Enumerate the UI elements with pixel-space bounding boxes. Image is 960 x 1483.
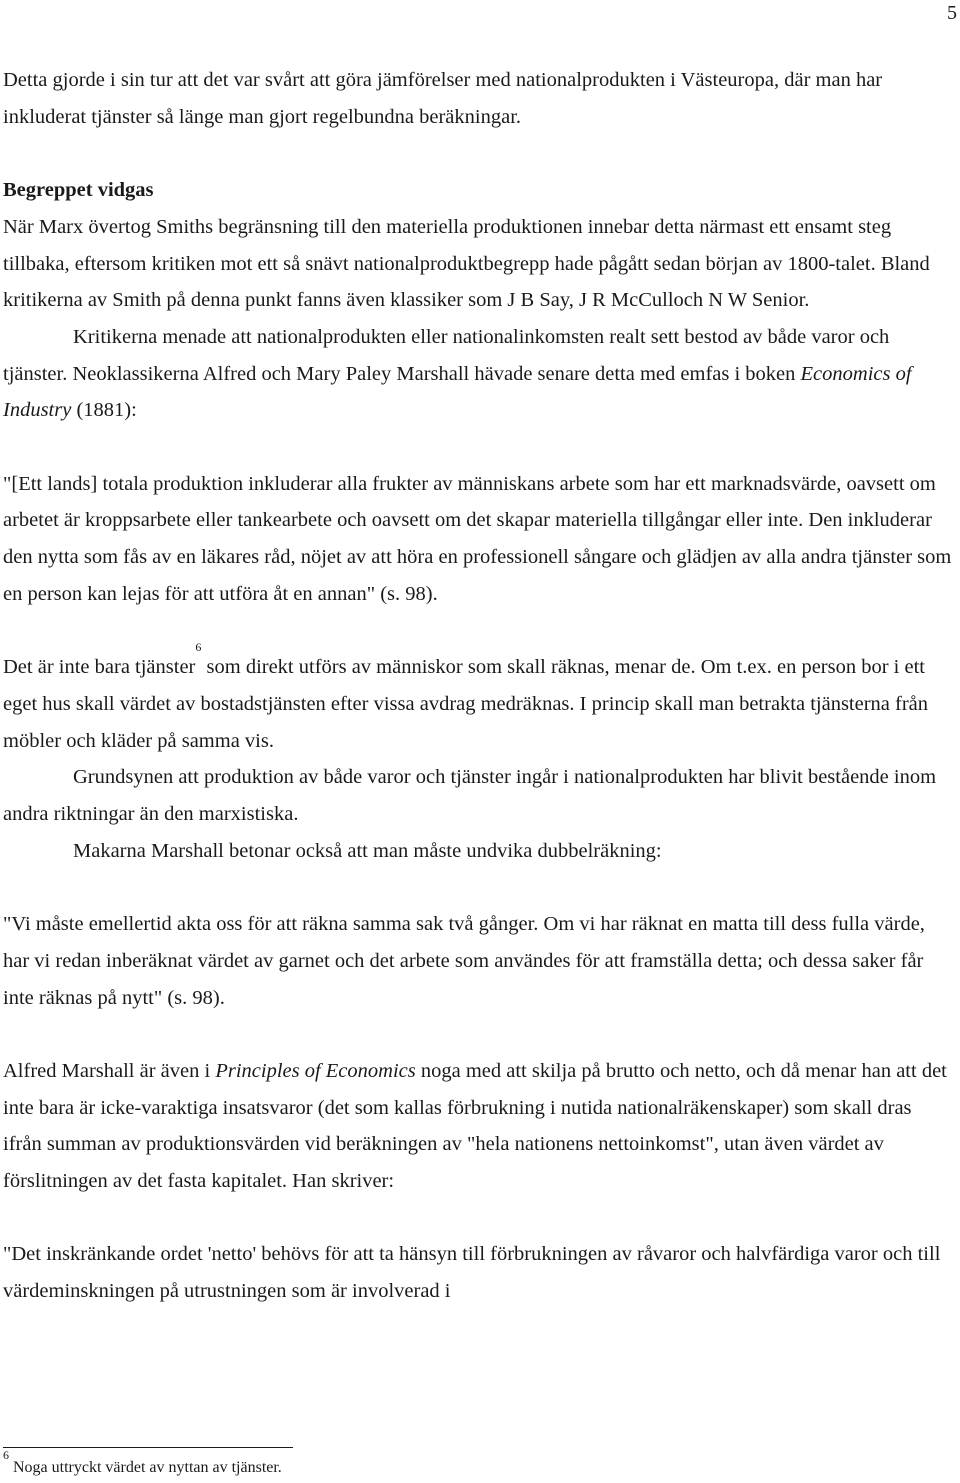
paragraph-critics — [3, 319, 953, 429]
footnote-number: 6 — [3, 1448, 9, 1462]
paragraph-critics-text-b: (1881): — [71, 399, 137, 422]
book-title-economics-of-industry: Economics of Industry — [3, 362, 912, 422]
paragraph-principles-text-b: noga med att skilja på brutto och netto, och då menar han att det inte bara är icke-varaktiga insatsvaror (det som kallas förbrukning i nutida nationalräkenskaper) som skall dras ifrån summan av produktionsvärden vid beräkningen av "hela nationens nettoinkomst", utan även värdet av förslitningen av det fasta kapitalet. Han skriver: — [3, 1059, 947, 1193]
book-title-principles-of-economics: Principles of Economics — [215, 1059, 416, 1082]
document-body — [3, 62, 953, 1310]
paragraph-services-text-b: som direkt utförs av människor som skall räknas, menar de. Om t.ex. en person bor i ett eget hus skall värdet av bostadstjänsten efter vissa avdrag medräknas. I princip skall man betrakta tjänsterna från möbler och kläder på samma vis. — [3, 656, 929, 752]
section-heading: Begreppet vidgas — [3, 179, 154, 202]
paragraph-intro: Detta gjorde i sin tur att det var svårt att göra jämförelser med nationalprodukten i Västeuropa, där man har inkluderat tjänster så länge man gjort regelbundna beräkningar. — [3, 69, 883, 128]
paragraph-services-text-a: Det är inte bara tjänster — [3, 656, 196, 679]
page-number: 5 — [947, 2, 957, 24]
quote-double-counting: "Vi måste emellertid akta oss för att räkna samma sak två gånger. Om vi har räknat en matta till dess fulla värde, har vi redan inberäknat värdet av garnet och det arbete som användes för att framställa detta; och dessa saker får inte räknas på nytt" (s. 98). — [3, 913, 925, 1009]
footnote-reference[interactable]: 6 — [195, 640, 202, 655]
paragraph-marx: När Marx övertog Smiths begränsning till den materiella produktionen innebar detta närmast ett ensamt steg tillbaka, eftersom kritiken mot ett så snävt nationalproduktbegrepp hade pågått sedan början av 1800-talet. Bland kritikerna av Smith på denna punkt fanns även klassiker som J B Say, J R McCulloch N W Senior. — [3, 215, 930, 312]
paragraph-double-counting: Makarna Marshall betonar också att man måste undvika dubbelräkning: — [73, 839, 662, 862]
footnote-text: Noga uttryckt värdet av nyttan av tjänster. — [13, 1459, 282, 1476]
paragraph-critics-text-a: Kritikerna menade att nationalprodukten eller nationalinkomsten realt sett bestod av både varor och tjänster. Neoklassikerna Alfred och Mary Paley Marshall hävade senare detta med emfas i boken — [3, 325, 890, 385]
paragraph-principles-text-a: Alfred Marshall är även i — [3, 1059, 216, 1082]
footnote-divider — [3, 1447, 293, 1448]
paragraph-services — [3, 640, 953, 759]
footnote — [3, 1448, 282, 1478]
quote-netto: "Det inskränkande ordet 'netto' behövs för att ta hänsyn till förbrukningen av råvaror och halvfärdiga varor och till värdeminskningen på utrustningen som är involverad i — [3, 1243, 941, 1303]
paragraph-principles — [3, 1053, 953, 1200]
paragraph-basic-view: Grundsynen att produktion av både varor och tjänster ingår i nationalprodukten har blivit bestående inom andra riktningar än den marxistiska. — [3, 766, 937, 826]
quote-total-production: "[Ett lands] totala produktion inkluderar alla frukter av människans arbete som har ett marknadsvärde, oavsett om arbetet är kroppsarbete eller tankearbete och oavsett om det skapar materiella tillgångar eller inte. Den inkluderar den nytta som fås av en läkares råd, nöjet av att höra en professionell sångare och glädjen av alla andra tjänster som en person kan lejas för att utföra åt en annan" (s. 98). — [3, 472, 952, 605]
